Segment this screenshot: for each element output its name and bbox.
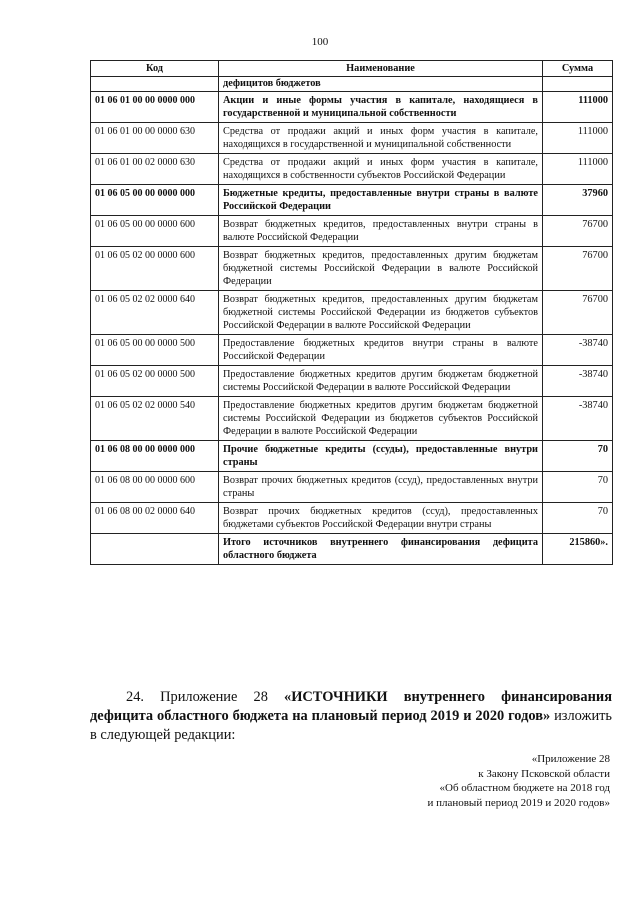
row-sum: -38740	[543, 366, 613, 397]
row-code: 01 06 05 02 02 0000 640	[91, 291, 219, 335]
row-sum: -38740	[543, 397, 613, 441]
row-sum: 111000	[543, 92, 613, 123]
header-code: Код	[91, 61, 219, 77]
table-row	[91, 397, 613, 441]
table-row	[91, 335, 613, 366]
row-name: Предоставление бюджетных кредитов другим бюджетам бюджетной системы Российской Федерации в валюте Российской Федерации	[219, 366, 543, 397]
row-code: 01 06 08 00 00 0000 000	[91, 441, 219, 472]
paragraph-title: «ИСТОЧНИКИ внутреннего финансирования дефицита областного бюджета на плановый период 2019 и 2020 годов»	[90, 689, 612, 724]
row-sum: 215860».	[543, 534, 613, 565]
row-code: 01 06 01 00 02 0000 630	[91, 154, 219, 185]
row-code: 01 06 05 00 00 0000 500	[91, 335, 219, 366]
row-code: 01 06 01 00 00 0000 000	[91, 92, 219, 123]
row-code: 01 06 08 00 02 0000 640	[91, 503, 219, 534]
row-sum: 76700	[543, 291, 613, 335]
header-sum: Сумма	[543, 61, 613, 77]
row-name: Средства от продажи акций и иных форм участия в капитале, находящихся в собственности субъектов Российской Федерации	[219, 154, 543, 185]
table-row	[91, 185, 613, 216]
row-name: Возврат бюджетных кредитов, предоставленных другим бюджетам бюджетной системы Российской Федерации из бюджетов субъектов Российской Федерации в валюте Российской Федерации	[219, 291, 543, 335]
row-name: Итого источников внутреннего финансирования дефицита областного бюджета	[219, 534, 543, 565]
table-row	[91, 503, 613, 534]
row-sum: 111000	[543, 154, 613, 185]
row-sum: -38740	[543, 335, 613, 366]
row-code: 01 06 05 02 00 0000 500	[91, 366, 219, 397]
row-name: Акции и иные формы участия в капитале, находящиеся в государственной и муниципальной собственности	[219, 92, 543, 123]
table-row	[91, 472, 613, 503]
row-name: Возврат бюджетных кредитов, предоставленных другим бюджетам бюджетной системы Российской Федерации в валюте Российской Федерации	[219, 247, 543, 291]
row-sum: 70	[543, 503, 613, 534]
row-name: Бюджетные кредиты, предоставленные внутри страны в валюте Российской Федерации	[219, 185, 543, 216]
sources-table	[90, 60, 613, 565]
continuation-text: дефицитов бюджетов	[219, 77, 543, 92]
row-code: 01 06 05 00 00 0000 600	[91, 216, 219, 247]
row-name: Прочие бюджетные кредиты (ссуды), предоставленные внутри страны	[219, 441, 543, 472]
page-number: 100	[311, 36, 329, 48]
table-row	[91, 154, 613, 185]
row-sum: 111000	[543, 123, 613, 154]
row-name: Средства от продажи акций и иных форм участия в капитале, находящихся в государственной и муниципальной собственности	[219, 123, 543, 154]
row-name: Предоставление бюджетных кредитов другим бюджетам бюджетной системы Российской Федерации из бюджетов субъектов Российской Федерации в валюте Российской Федерации	[219, 397, 543, 441]
appendix-line: и плановый период 2019 и 2020 годов»	[427, 796, 610, 809]
paragraph-prefix: Приложение 28	[144, 689, 285, 705]
table-row	[91, 123, 613, 154]
row-name: Возврат прочих бюджетных кредитов (ссуд), предоставленных бюджетами субъектов Российской Федерации внутри страны	[219, 503, 543, 534]
row-code: 01 06 08 00 00 0000 600	[91, 472, 219, 503]
table-row	[91, 441, 613, 472]
table-row	[91, 534, 613, 565]
row-code	[91, 534, 219, 565]
appendix-line: «Об областном бюджете на 2018 год	[439, 782, 610, 794]
row-sum: 70	[543, 472, 613, 503]
row-sum: 76700	[543, 216, 613, 247]
table-row	[91, 92, 613, 123]
row-sum: 37960	[543, 185, 613, 216]
amendment-paragraph	[90, 688, 612, 745]
row-sum: 70	[543, 441, 613, 472]
appendix-line: к Закону Псковской области	[478, 767, 610, 780]
row-code: 01 06 05 00 00 0000 000	[91, 185, 219, 216]
row-code: 01 06 05 02 02 0000 540	[91, 397, 219, 441]
table-row	[91, 216, 613, 247]
table-row	[91, 247, 613, 291]
row-name: Возврат прочих бюджетных кредитов (ссуд), предоставленных внутри страны	[219, 472, 543, 503]
table-continuation-row	[91, 77, 613, 92]
table-header-row	[91, 61, 613, 77]
row-code: 01 06 01 00 00 0000 630	[91, 123, 219, 154]
table-row	[91, 366, 613, 397]
row-sum: 76700	[543, 247, 613, 291]
header-name: Наименование	[219, 61, 543, 77]
paragraph-suffix: изложить в следующей редакции:	[90, 708, 612, 743]
appendix-line: «Приложение 28	[531, 753, 610, 765]
row-name: Возврат бюджетных кредитов, предоставленных внутри страны в валюте Российской Федерации	[219, 216, 543, 247]
row-code: 01 06 05 02 00 0000 600	[91, 247, 219, 291]
paragraph-number: 24.	[126, 689, 144, 705]
row-name: Предоставление бюджетных кредитов внутри страны в валюте Российской Федерации	[219, 335, 543, 366]
table-row	[91, 291, 613, 335]
appendix-header	[350, 752, 610, 810]
